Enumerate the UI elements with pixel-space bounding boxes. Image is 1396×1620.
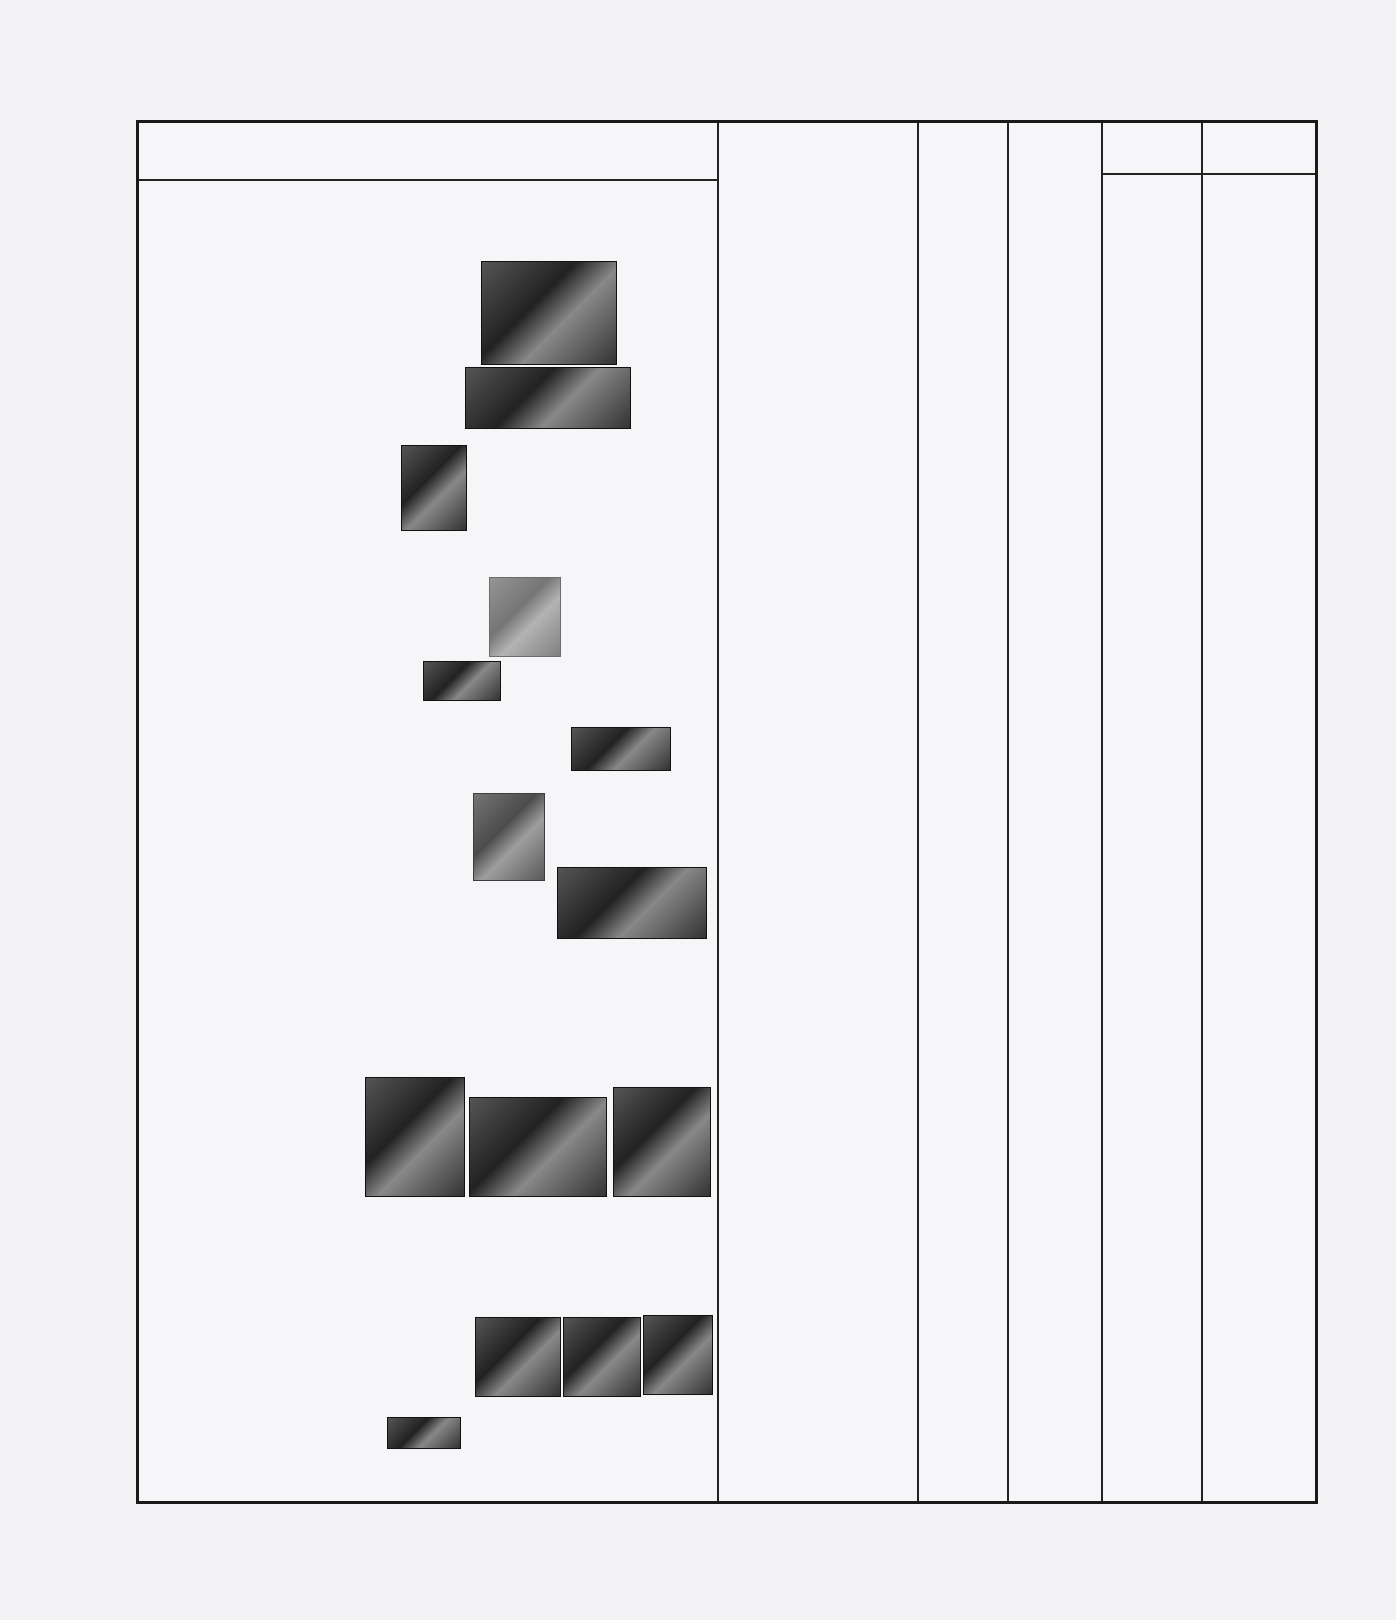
header-divider [139,179,717,181]
column-divider [1201,123,1203,1501]
fort-photo [489,577,561,657]
fishing-photo [473,793,545,881]
rafting-photo [571,727,671,771]
shark-photo-2 [563,1317,641,1397]
column-divider [1007,123,1009,1501]
girl-photo [613,1087,711,1197]
column-divider [717,123,719,1501]
shark-photo-1 [475,1317,561,1397]
santo-domingo-photo [423,661,501,701]
waterfall-photo [401,445,467,531]
lorilar-photo [557,867,707,939]
excursion-table [136,120,1318,1504]
cruise-photo [481,261,617,365]
column-divider [1101,123,1103,1501]
shark-photo-3 [643,1315,713,1395]
column-divider [917,123,919,1501]
helicopter-photo [387,1417,461,1449]
child-dolphin-photo [365,1077,465,1197]
header-divider [1101,173,1315,175]
dolphin-photo [469,1097,607,1197]
beach-photo [465,367,631,429]
